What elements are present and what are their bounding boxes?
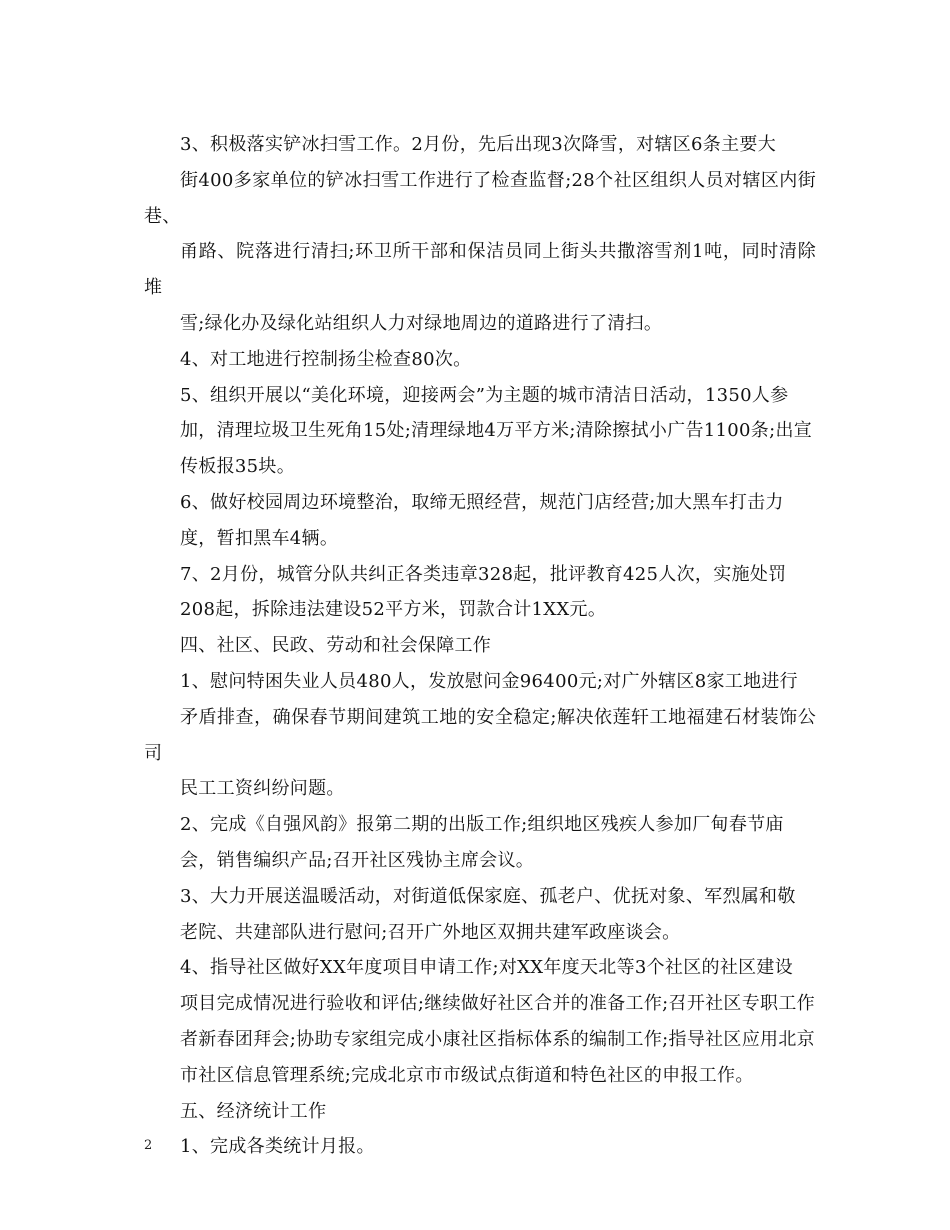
paragraph-disabled-services — [144, 807, 816, 879]
paragraph-unemployed-support — [144, 664, 816, 807]
paragraph-line: 民工工资纠纷问题。 — [180, 778, 345, 800]
paragraph-city-management — [144, 557, 816, 629]
section-heading-social-security — [144, 628, 816, 664]
section-heading-economic-statistics — [144, 1094, 816, 1130]
paragraph-line: 会，销售编织产品;召开社区残协主席会议。 — [180, 849, 535, 871]
paragraph-line: 度，暂扣黑车4辆。 — [180, 527, 339, 549]
paragraph-line: 老院、共建部队进行慰问;召开广外地区双拥共建军政座谈会。 — [180, 921, 681, 943]
paragraph-line: 传板报35块。 — [180, 456, 296, 478]
paragraph-line: 加，清理垃圾卫生死角15处;清理绿地4万平方米;清除擦拭小广告1100条;出宣 — [180, 420, 813, 442]
paragraph-line: 甬路、院落进行清扫;环卫所干部和保洁员同上街头共撒溶雪剂1吨，同时清除堆 — [144, 241, 816, 299]
paragraph-line: 1、完成各类统计月报。 — [180, 1136, 375, 1158]
paragraph-line: 5、组织开展以“美化环境，迎接两会”为主题的城市清洁日活动，1350人参 — [180, 384, 789, 406]
paragraph-line: 市社区信息管理系统;完成北京市市级试点街道和特色社区的申报工作。 — [180, 1064, 754, 1086]
paragraph-line: 7、2月份，城管分队共纠正各类违章328起，批评教育425人次，实施处罚 — [180, 563, 787, 585]
paragraph-line: 2、完成《自强风韵》报第二期的出版工作;组织地区残疾人参加厂甸春节庙 — [180, 814, 784, 836]
paragraph-line: 208起，拆除违法建设52平方米，罚款合计1XX元。 — [180, 599, 607, 621]
paragraph-snow-removal — [144, 127, 816, 342]
paragraph-line: 1、慰问特困失业人员480人，发放慰问金96400元;对广外辖区8家工地进行 — [180, 670, 798, 692]
page-number: 2 — [144, 1138, 153, 1153]
section-heading-text: 四、社区、民政、劳动和社会保障工作 — [180, 635, 492, 657]
paragraph-line: 3、大力开展送温暖活动，对街道低保家庭、孤老户、优抚对象、军烈属和敬 — [180, 885, 796, 907]
paragraph-statistics-reports — [144, 1129, 816, 1165]
document-body — [144, 127, 816, 1165]
paragraph-line: 项目完成情况进行验收和评估;继续做好社区合并的准备工作;召开社区专职工作 — [180, 993, 815, 1015]
paragraph-line: 雪;绿化办及绿化站组织人力对绿地周边的道路进行了清扫。 — [180, 312, 663, 334]
paragraph-warmth-activities — [144, 879, 816, 951]
paragraph-line: 6、做好校园周边环境整治，取缔无照经营，规范门店经营;加大黑车打击力 — [180, 491, 784, 513]
paragraph-line: 4、对工地进行控制扬尘检查80次。 — [180, 348, 472, 370]
section-heading-text: 五、经济统计工作 — [180, 1100, 327, 1122]
paragraph-line: 街400多家单位的铲冰扫雪工作进行了检查监督;28个社区组织人员对辖区内街巷、 — [144, 169, 816, 227]
paragraph-line: 矛盾排查，确保春节期间建筑工地的安全稳定;解决依莲轩工地福建石材装饰公司 — [144, 706, 816, 764]
paragraph-line: 4、指导社区做好XX年度项目申请工作;对XX年度天北等3个社区的社区建设 — [180, 957, 794, 979]
paragraph-campus-environment — [144, 485, 816, 557]
paragraph-dust-control — [144, 342, 816, 378]
paragraph-clean-day — [144, 378, 816, 485]
paragraph-community-projects — [144, 950, 816, 1093]
paragraph-line: 3、积极落实铲冰扫雪工作。2月份，先后出现3次降雪，对辖区6条主要大 — [180, 134, 777, 155]
paragraph-line: 者新春团拜会;协助专家组完成小康社区指标体系的编制工作;指导社区应用北京 — [180, 1028, 815, 1050]
